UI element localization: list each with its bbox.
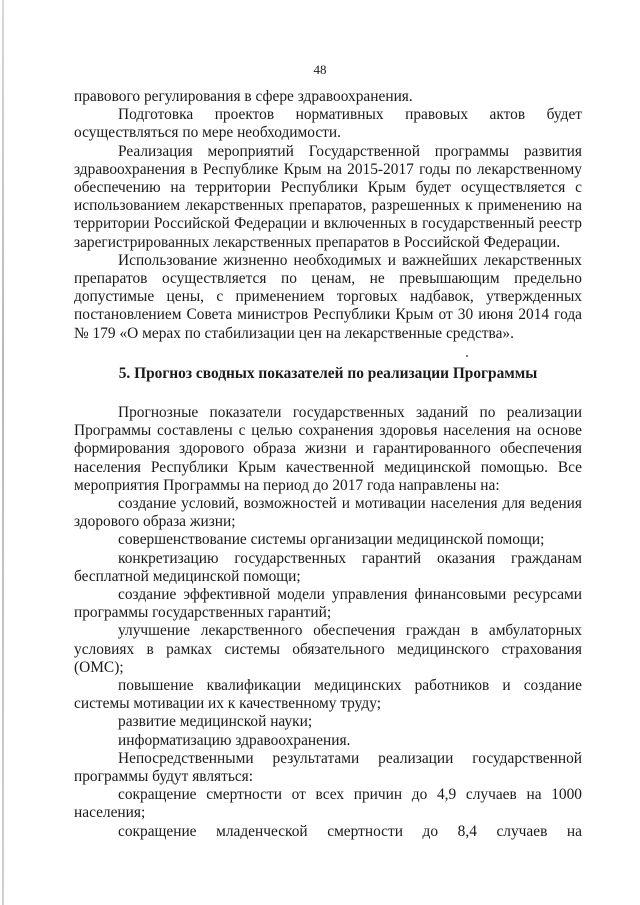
section-text-block (74, 404, 582, 841)
paragraph: Использование жизненно необходимых и важнейших лекарственных препаратов осуществляется по ценам, не превышающим предельно допустимые цены, с применением торговых надбавок, утвержденных постановлением Совета министров Республики Крым от 30 июня 2014 года № 179 «О мерах по стабилизации цен на лекарственные средства». (74, 251, 582, 342)
scan-speck (466, 355, 468, 357)
paragraph: Реализация мероприятий Государственной программы развития здравоохранения в Республике Крым на 2015-2017 годы по лекарственному обеспечению на территории Республики Крым будет осуществляется с использованием лекарственных препаратов, разрешенных к применению на территории Российской Федерации и включенных в государственный реестр зарегистрированных лекарственных препаратов в Российской Федерации. (74, 142, 582, 251)
list-item: информатизацию здравоохранения. (118, 731, 351, 749)
list-item: улучшение лекарственного обеспечения граждан в амбулаторных условиях в рамках системы обязательного медицинского страхования (ОМС); (74, 622, 582, 676)
list-item: развитие медицинской науки; (118, 713, 313, 731)
scan-left-edge (2, 0, 4, 905)
page-number: 48 (313, 62, 327, 77)
list-item: создание условий, возможностей и мотивации населения для ведения здорового образа жизни; (74, 495, 582, 531)
list-item: совершенствование системы организации медицинской помощи; (118, 531, 545, 549)
list-item: повышение квалификации медицинских работников и создание системы мотивации их к качественному труду; (74, 677, 582, 713)
list-item: сокращение младенческой смертности до 8,4 случаев на (118, 822, 582, 840)
paragraph: Подготовка проектов нормативных правовых актов будет осуществляться по мере необходимости. (74, 106, 582, 142)
section-heading: 5. Прогноз сводных показателей по реализации Программы (118, 365, 538, 382)
top-text-block (74, 88, 582, 343)
paragraph: Непосредственными результатами реализации государственной программы будут являться: (74, 749, 582, 786)
list-item: конкретизацию государственных гарантий оказания гражданам бесплатной медицинской помощи; (74, 549, 582, 585)
paragraph: Прогнозные показатели государственных заданий по реализации Программы составлены с целью сохранения здоровья населения на основе формирования здорового образа жизни и гарантированного обеспечения населения Республики Крым качественной медицинской помощью. Все мероприятия Программы на период до 2017 года направлены на: (74, 404, 582, 494)
paragraph: правового регулирования в сфере здравоохранения. (74, 88, 413, 105)
list-item: сокращение смертности от всех причин до 4,9 случаев на 1000 населения; (74, 786, 582, 822)
list-item: создание эффективной модели управления финансовыми ресурсами программы государственных гарантий; (74, 586, 582, 622)
